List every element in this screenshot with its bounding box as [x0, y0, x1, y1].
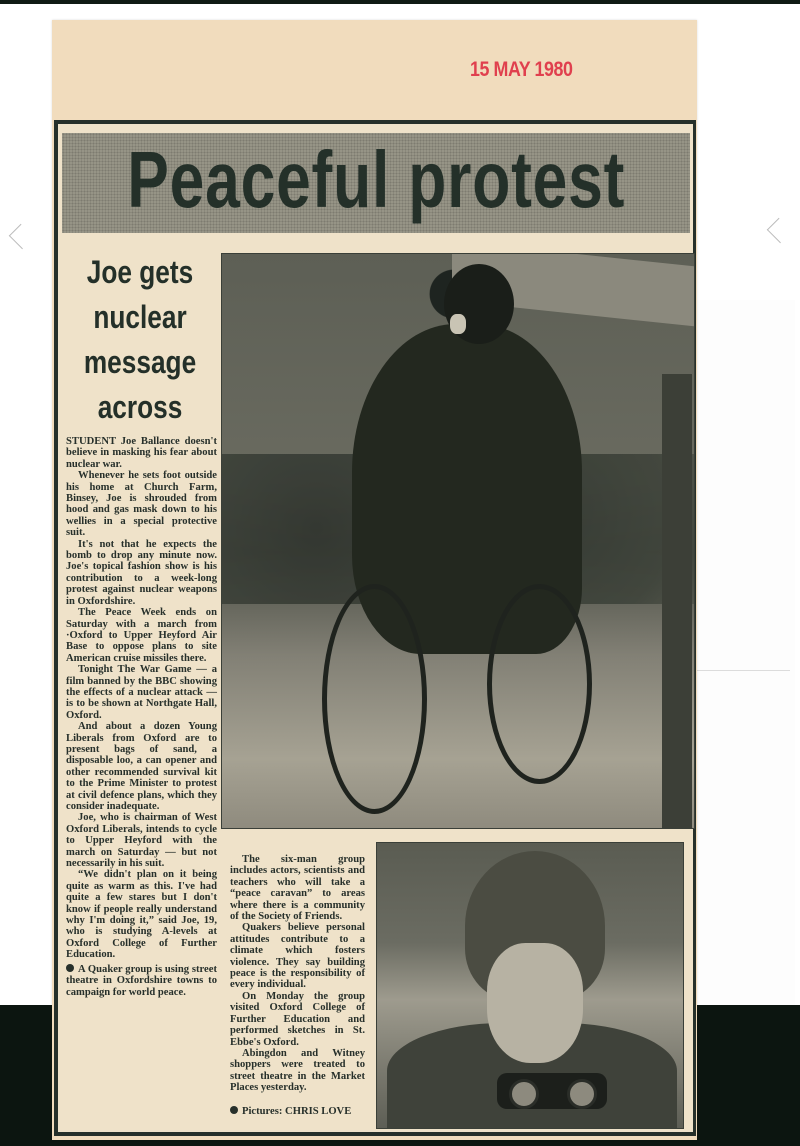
photo-front-wheel: [322, 584, 427, 814]
subheadline-line: message: [83, 344, 197, 380]
article-column-middle: [230, 854, 365, 1117]
headline-band: [62, 133, 690, 233]
paragraph: On Monday the group visited Oxford College of Further Education and performed sketches in St. Ebbe's Oxford.: [230, 990, 365, 1048]
paragraph: The six-man group includes actors, scientists and teachers who will take a “peace caravan” to areas where there is a community of the Society of Friends.: [230, 854, 365, 923]
scan-top-edge: [0, 0, 800, 4]
bullet-icon: [66, 964, 74, 972]
photo-credit: [230, 1106, 365, 1117]
paragraph: Abingdon and Witney shoppers were treated to street theatre in the Market Places yesterday.: [230, 1047, 365, 1094]
photo-portrait: [376, 842, 684, 1129]
subheadline-line: nuclear: [93, 299, 187, 335]
goggle-lens: [567, 1079, 597, 1109]
paragraph: Quakers believe personal attitudes contribute to a climate which fosters violence. They say building peace is the responsibility of every individual.: [230, 922, 365, 991]
paragraph: Tonight The War Game — a film banned by the BBC showing the effects of a nuclear attack — is to be shown at Northgate Hall, Oxford.: [66, 664, 217, 721]
photo-goggles: [497, 1073, 607, 1109]
photo-face-front: [487, 943, 583, 1063]
subheadline-line: Joe gets: [86, 254, 194, 290]
photo-gatepost: [662, 374, 692, 828]
paragraph: It's not that he expects the bomb to drop any minute now. Joe's topical fashion show is his contribution to a week-long protest against nuclear weapons in Oxfordshire.: [66, 538, 217, 607]
bullet-text: A Quaker group is using street theatre in Oxfordshire towns to campaign for world peace.: [66, 963, 217, 998]
margin-arrow-icon: [767, 218, 792, 243]
paragraph: “We didn't plan on it being quite as warm as this. I've had quite a few stares but I don't know if people really understand why I'm doing it,” said Joe, 19, who is studying A-levels at Oxford College of Further Education.: [66, 869, 217, 961]
headline: Peaceful protest: [127, 135, 625, 224]
photo-gas-mask: [450, 314, 466, 334]
paragraph: And about a dozen Young Liberals from Oxford are to present bags of sand, a disposable loo, a can opener and other recommended survival kit to the Prime Minister to protest at civil defence plans, which they consider inadequate.: [66, 721, 217, 812]
subheadline: [64, 250, 216, 430]
margin-arrow-icon: [9, 224, 34, 249]
photo-cyclist: [221, 253, 695, 829]
paragraph: Joe, who is chairman of West Oxford Liberals, intends to cycle to Upper Heyford with the march on Saturday — but not necessarily in his suit.: [66, 812, 217, 870]
bullet-paragraph: [66, 964, 217, 998]
paragraph: The Peace Week ends on Saturday with a march from ·Oxford to Upper Heyford Air Base to oppose plans to site American cruise missiles there.: [66, 607, 217, 664]
date-stamp: 15 MAY 1980: [470, 58, 573, 81]
article-column-left: [66, 436, 217, 998]
credit-text: Pictures: CHRIS LOVE: [242, 1105, 352, 1117]
bullet-icon: [230, 1106, 238, 1114]
paragraph: Whenever he sets foot outside his home at Church Farm, Binsey, Joe is shrouded from hood and gas mask down to his wellies in a special protective suit.: [66, 470, 217, 539]
paragraph: STUDENT Joe Ballance doesn't believe in masking his fear about nuclear war.: [66, 436, 217, 470]
subheadline-line: across: [97, 389, 183, 425]
backing-card: [695, 300, 795, 1005]
card-rule: [695, 670, 790, 671]
photo-rear-wheel: [487, 584, 592, 784]
goggle-lens: [509, 1079, 539, 1109]
